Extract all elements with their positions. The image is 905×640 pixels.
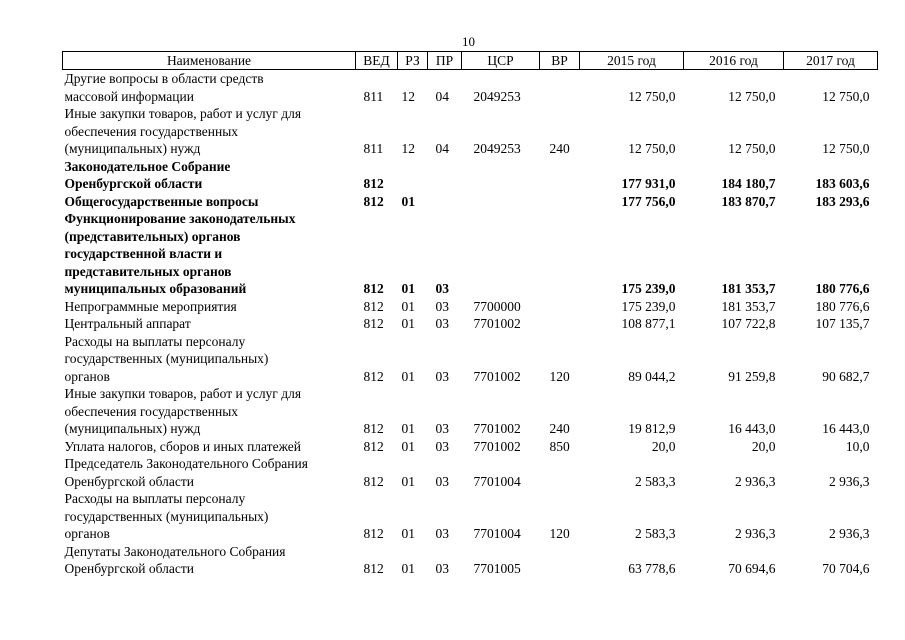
cell-ved: 812 xyxy=(363,526,384,541)
header-name: Наименование xyxy=(63,52,356,70)
cell-name xyxy=(63,158,356,193)
cell-2017: 10,0 xyxy=(845,438,870,454)
cell-ved: 811 xyxy=(363,141,384,156)
cell-2015: 63 778,6 xyxy=(628,561,676,576)
name-line: Расходы на выплаты персоналу xyxy=(64,333,246,349)
name-line: Функционирование законодательных xyxy=(64,211,296,226)
table-row xyxy=(63,105,878,158)
cell-csr: 2049253 xyxy=(473,141,521,156)
cell-2017: 70 704,6 xyxy=(822,561,870,576)
cell-name xyxy=(63,315,356,333)
cell-csr: 7700000 xyxy=(473,298,521,314)
table-row xyxy=(63,543,878,578)
cell-2016: 181 353,7 xyxy=(721,281,776,296)
cell-2016: 12 750,0 xyxy=(728,88,776,104)
cell-name xyxy=(63,333,356,386)
name-line: Другие вопросы в области средств xyxy=(64,71,264,86)
header-2017: 2017 год xyxy=(784,52,878,70)
cell-vr xyxy=(540,455,580,490)
cell-csr: 2049253 xyxy=(473,88,521,104)
name-line: Общегосударственные вопросы xyxy=(64,193,259,209)
name-line: (муниципальных) нужд xyxy=(64,421,201,436)
cell-ved: 811 xyxy=(363,88,384,104)
name-line: Иные закупки товаров, работ и услуг для xyxy=(64,386,302,401)
name-line: представительных органов xyxy=(64,263,232,279)
cell-csr: 7701002 xyxy=(473,316,521,331)
cell-2017: 16 443,0 xyxy=(822,421,870,436)
cell-rz: 01 xyxy=(401,561,415,576)
cell-name xyxy=(63,490,356,543)
cell-rz: 01 xyxy=(401,438,415,454)
name-line: Законодательное Собрание xyxy=(64,158,231,174)
cell-rz: 01 xyxy=(401,281,415,296)
cell-pr: 03 xyxy=(435,298,449,314)
table-row xyxy=(63,385,878,438)
cell-pr: 04 xyxy=(435,88,449,104)
cell-pr: 04 xyxy=(435,141,449,156)
cell-name xyxy=(63,210,356,298)
cell-rz: 12 xyxy=(401,88,415,104)
cell-2017: 12 750,0 xyxy=(822,88,870,104)
cell-pr: 03 xyxy=(435,316,449,331)
cell-vr xyxy=(540,315,580,333)
cell-pr xyxy=(428,158,462,193)
table-row xyxy=(63,315,878,333)
cell-csr: 7701002 xyxy=(473,368,521,384)
name-line: Председатель Законодательного Собрания xyxy=(64,456,308,471)
cell-csr: 7701005 xyxy=(473,561,521,576)
cell-ved: 812 xyxy=(363,438,384,454)
cell-2017: 183 603,6 xyxy=(815,176,870,191)
cell-pr: 03 xyxy=(435,368,449,384)
cell-name xyxy=(63,193,356,211)
cell-ved: 812 xyxy=(363,316,384,331)
cell-name xyxy=(63,543,356,578)
cell-2016: 12 750,0 xyxy=(728,141,776,156)
name-line: органов xyxy=(64,368,110,384)
cell-ved: 812 xyxy=(363,473,384,489)
cell-rz: 01 xyxy=(401,526,415,541)
cell-csr xyxy=(462,193,540,211)
cell-2016: 107 722,8 xyxy=(721,316,776,331)
name-line: Иные закупки товаров, работ и услуг для xyxy=(64,106,302,121)
name-line: обеспечения государственных xyxy=(64,403,239,419)
cell-rz: 01 xyxy=(401,298,415,314)
header-csr: ЦСР xyxy=(462,52,540,70)
name-line: Оренбургской области xyxy=(64,473,194,489)
table-row xyxy=(63,210,878,298)
cell-name xyxy=(63,438,356,456)
cell-2015: 108 877,1 xyxy=(621,316,676,331)
cell-2017: 2 936,3 xyxy=(829,526,870,541)
cell-ved: 812 xyxy=(363,193,384,209)
name-line: (представительных) органов xyxy=(64,228,241,244)
name-line: государственной власти и xyxy=(64,246,223,261)
name-line: Оренбургской области xyxy=(64,176,203,191)
cell-2016: 183 870,7 xyxy=(721,193,776,209)
name-line: Уплата налогов, сборов и иных платежей xyxy=(64,438,301,454)
cell-2016: 16 443,0 xyxy=(728,421,776,436)
name-line: государственных (муниципальных) xyxy=(64,351,269,366)
header-2016: 2016 год xyxy=(684,52,784,70)
header-2015: 2015 год xyxy=(580,52,684,70)
cell-2015: 177 756,0 xyxy=(621,193,676,209)
cell-2015: 177 931,0 xyxy=(621,176,676,191)
cell-2015: 89 044,2 xyxy=(628,368,676,384)
cell-2015: 175 239,0 xyxy=(621,281,676,296)
cell-2015: 12 750,0 xyxy=(628,141,676,156)
cell-2015: 175 239,0 xyxy=(621,298,676,314)
cell-pr: 03 xyxy=(435,281,449,296)
cell-vr: 850 xyxy=(549,438,570,454)
cell-csr: 7701004 xyxy=(473,526,521,541)
cell-csr xyxy=(462,210,540,298)
cell-csr: 7701002 xyxy=(473,421,521,436)
name-line: Центральный аппарат xyxy=(64,316,191,331)
cell-rz: 01 xyxy=(401,368,415,384)
cell-csr xyxy=(462,158,540,193)
name-line: муниципальных образований xyxy=(64,281,247,296)
cell-rz: 01 xyxy=(401,421,415,436)
table-row xyxy=(63,298,878,316)
cell-vr xyxy=(540,543,580,578)
cell-pr xyxy=(428,193,462,211)
cell-vr xyxy=(540,70,580,106)
cell-2016: 91 259,8 xyxy=(728,368,776,384)
budget-table xyxy=(62,51,878,578)
cell-rz: 01 xyxy=(401,193,415,209)
page-number: 10 xyxy=(462,34,475,49)
cell-vr xyxy=(540,210,580,298)
table-row xyxy=(63,193,878,211)
name-line: (муниципальных) нужд xyxy=(64,141,201,156)
cell-pr: 03 xyxy=(435,526,449,541)
cell-2017: 180 776,6 xyxy=(815,281,870,296)
cell-2016: 181 353,7 xyxy=(721,298,776,314)
name-line: государственных (муниципальных) xyxy=(64,508,269,524)
cell-2017: 90 682,7 xyxy=(822,368,870,384)
name-line: Расходы на выплаты персоналу xyxy=(64,491,246,506)
cell-vr: 240 xyxy=(549,141,570,156)
cell-ved: 812 xyxy=(363,176,384,191)
cell-2016: 184 180,7 xyxy=(721,176,776,191)
cell-name xyxy=(63,385,356,438)
header-vr: ВР xyxy=(540,52,580,70)
cell-pr: 03 xyxy=(435,421,449,436)
cell-2017: 2 936,3 xyxy=(829,473,870,489)
cell-rz: 01 xyxy=(401,473,415,489)
cell-csr: 7701002 xyxy=(473,438,521,454)
cell-rz: 01 xyxy=(401,316,415,331)
cell-name xyxy=(63,70,356,106)
cell-name xyxy=(63,298,356,316)
table-header-row xyxy=(63,52,878,70)
cell-2015: 2 583,3 xyxy=(635,526,676,541)
cell-2015: 20,0 xyxy=(651,438,676,454)
cell-rz xyxy=(398,158,428,193)
cell-2016: 20,0 xyxy=(751,438,776,454)
table-row xyxy=(63,438,878,456)
table-row xyxy=(63,333,878,386)
cell-name xyxy=(63,105,356,158)
header-pr: ПР xyxy=(428,52,462,70)
name-line: обеспечения государственных xyxy=(64,123,239,139)
cell-rz: 12 xyxy=(401,141,415,156)
cell-vr: 120 xyxy=(549,526,570,541)
cell-ved: 812 xyxy=(363,298,384,314)
name-line: массовой информации xyxy=(64,88,194,104)
cell-vr xyxy=(540,158,580,193)
cell-2016: 2 936,3 xyxy=(735,526,776,541)
name-line: Оренбургской области xyxy=(64,561,194,576)
cell-ved: 812 xyxy=(363,421,384,436)
cell-vr: 120 xyxy=(549,368,570,384)
table-row xyxy=(63,70,878,106)
header-ved: ВЕД xyxy=(356,52,398,70)
name-line: органов xyxy=(64,526,110,541)
cell-pr: 03 xyxy=(435,473,449,489)
cell-ved: 812 xyxy=(363,561,384,576)
cell-vr xyxy=(540,193,580,211)
cell-2017: 12 750,0 xyxy=(822,141,870,156)
cell-2015: 19 812,9 xyxy=(628,421,676,436)
cell-name xyxy=(63,455,356,490)
cell-vr: 240 xyxy=(549,421,570,436)
cell-2017: 183 293,6 xyxy=(815,193,870,209)
cell-2016: 70 694,6 xyxy=(728,561,776,576)
cell-2017: 107 135,7 xyxy=(815,316,870,331)
cell-vr xyxy=(540,298,580,316)
table-row xyxy=(63,490,878,543)
cell-pr: 03 xyxy=(435,438,449,454)
name-line: Депутаты Законодательного Собрания xyxy=(64,543,286,559)
table-row xyxy=(63,158,878,193)
table-row xyxy=(63,455,878,490)
cell-pr: 03 xyxy=(435,561,449,576)
cell-ved: 812 xyxy=(363,368,384,384)
cell-csr: 7701004 xyxy=(473,473,521,489)
cell-2016: 2 936,3 xyxy=(735,473,776,489)
cell-ved: 812 xyxy=(363,281,384,296)
cell-2015: 2 583,3 xyxy=(635,473,676,489)
table-body xyxy=(63,70,878,578)
cell-2015: 12 750,0 xyxy=(628,88,676,104)
name-line: Непрограммные мероприятия xyxy=(64,298,237,314)
header-rz: РЗ xyxy=(398,52,428,70)
cell-2017: 180 776,6 xyxy=(815,298,870,314)
